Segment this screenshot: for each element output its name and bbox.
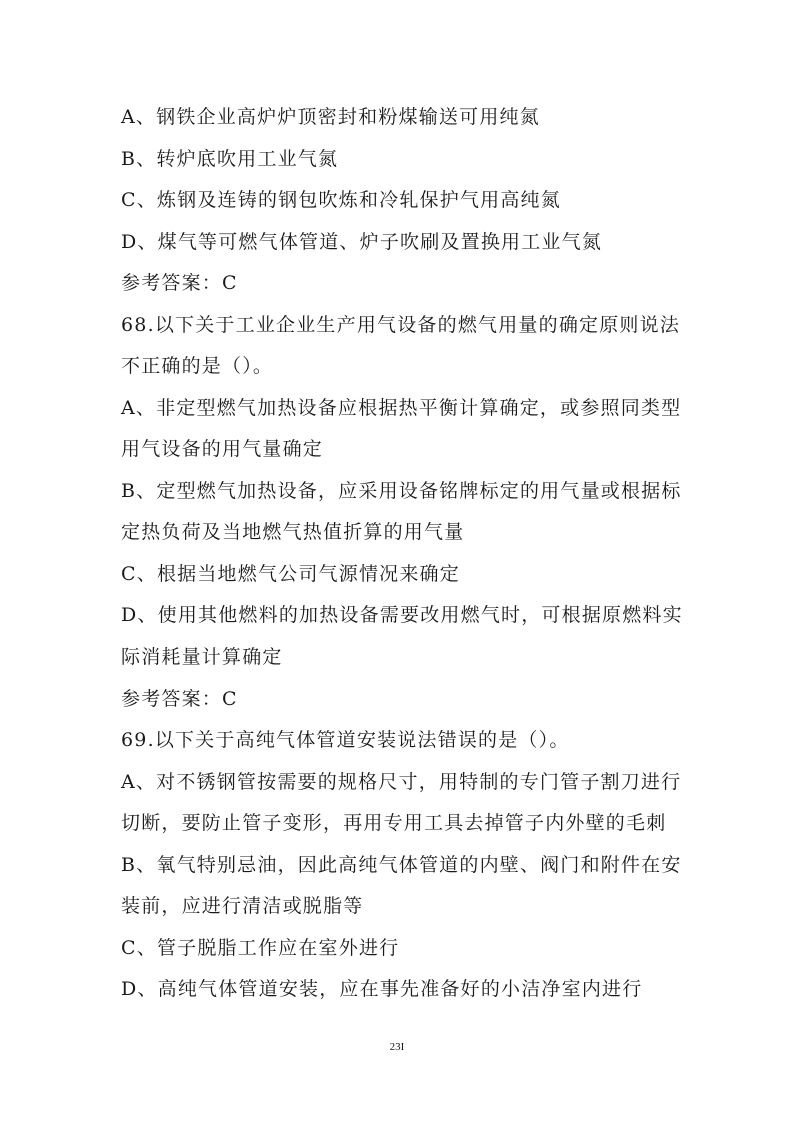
option-b-q68-line-2: 定热负荷及当地燃气热值折算的用气量 xyxy=(121,521,465,543)
option-b-q69-line-1: B、氧气特别忌油，因此高纯气体管道的内壁、阀门和附件在安 xyxy=(121,854,682,876)
answer-q68: 参考答案：C xyxy=(121,688,238,710)
question-69: 69.以下关于高纯气体管道安装说法错误的是（）。 xyxy=(121,729,570,751)
option-d-q69: D、高纯气体管道安装，应在事先准备好的小洁净室内进行 xyxy=(121,978,643,1000)
page-number: 23I xyxy=(389,1041,405,1053)
option-d-q67: D、煤气等可燃气体管道、炉子吹刷及置换用工业气氮 xyxy=(121,231,603,253)
option-d-q68-line-1: D、使用其他燃料的加热设备需要改用燃气时，可根据原燃料实 xyxy=(121,604,683,626)
option-c-q69: C、管子脱脂工作应在室外进行 xyxy=(121,937,400,959)
option-a-q68-line-1: A、非定型燃气加热设备应根据热平衡计算确定，或参照同类型 xyxy=(121,397,682,419)
question-68-line-2: 不正确的是（）。 xyxy=(121,355,274,377)
option-b-q68-line-1: B、定型燃气加热设备，应采用设备铭牌标定的用气量或根据标 xyxy=(121,480,682,502)
option-a-q69-line-2: 切断，要防止管子变形，再用专用工具去掉管子内外壁的毛刺 xyxy=(121,812,667,834)
option-b-q69-line-2: 装前，应进行清洁或脱脂等 xyxy=(121,895,364,917)
option-c-q68: C、根据当地燃气公司气源情况来确定 xyxy=(121,563,460,585)
option-d-q68-line-2: 际消耗量计算确定 xyxy=(121,646,283,668)
question-68-line-1: 68.以下关于工业企业生产用气设备的燃气用量的确定原则说法 xyxy=(121,314,681,336)
option-a-q68-line-2: 用气设备的用气量确定 xyxy=(121,438,324,460)
option-c-q67: C、炼钢及连铸的钢包吹炼和冷轧保护气用高纯氮 xyxy=(121,189,561,211)
option-b-q67: B、转炉底吹用工业气氮 xyxy=(121,148,339,170)
option-a-q67: A、钢铁企业高炉炉顶密封和粉煤输送可用纯氮 xyxy=(121,106,540,128)
option-a-q69-line-1: A、对不锈钢管按需要的规格尺寸，用特制的专门管子割刀进行 xyxy=(121,771,682,793)
answer-q67: 参考答案：C xyxy=(121,272,238,294)
